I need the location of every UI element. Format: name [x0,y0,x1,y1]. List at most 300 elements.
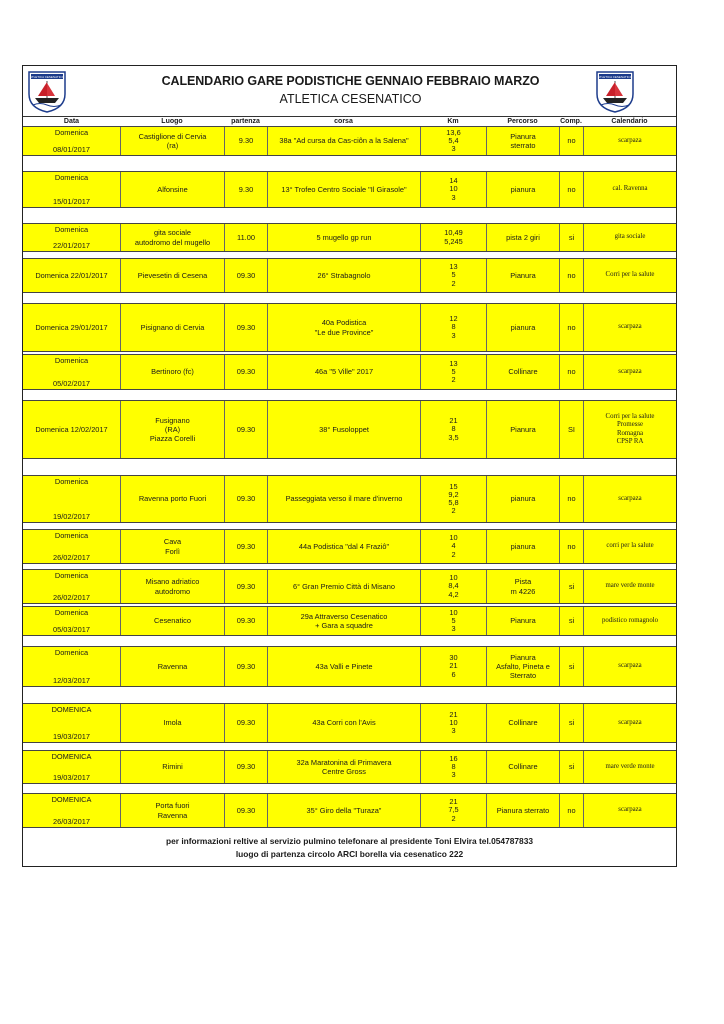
cell-data [23,355,120,389]
cell-line: Bertinoro (fc) [151,367,194,377]
cell-line: Domenica [54,571,89,580]
cell-line: Cava [163,537,182,547]
cell-corsa [267,530,420,563]
footer-info [23,835,676,861]
cell-line: 43a Valli e Pinete [315,661,373,671]
race-row [23,793,676,828]
cell-calendario [583,224,676,251]
cell-data [23,476,120,522]
cell-line: 14 [449,176,458,186]
cell-line: 3 [451,726,456,736]
cell-luogo [120,304,224,351]
cell-text: no [567,367,576,377]
cell-line: (ra) [166,141,179,150]
race-row [23,400,676,459]
cell-partenza [224,259,267,292]
cell-data [23,607,120,635]
cell-calendario [583,172,676,207]
cell-calendario [583,704,676,742]
race-row [23,475,676,523]
cell-line: Pianura sterrato [496,805,550,815]
cell-luogo [120,570,224,603]
cell-line: Corri per la salute [605,271,655,279]
cell-percorso [486,259,559,292]
cell-line: 3 [451,624,456,634]
cell-comp [559,224,583,251]
club-logo-right [594,68,636,114]
race-row [23,569,676,604]
cell-line: scarpaza [618,662,642,670]
cell-luogo [120,259,224,292]
page-subtitle: ATLETICA CESENATICO [279,92,422,106]
cell-comp [559,476,583,522]
cell-comp [559,172,583,207]
cell-line: scarpaza [618,136,642,144]
cell-line: 10,49 [444,228,463,238]
cell-line: 9,2 [448,489,459,499]
cell-line: Romagna [616,429,644,437]
cell-corsa [267,401,420,458]
cell-line: 8 [451,424,456,434]
cell-percorso [486,794,559,827]
cell-comp [559,647,583,686]
cell-partenza [224,127,267,155]
cell-line: Ravenna [157,810,188,820]
cell-line: Pisignano di Cervia [140,322,205,332]
cell-line: 19/02/2017 [53,511,90,521]
cell-line: 46a "5 Ville" 2017 [314,367,374,377]
cell-text: 09.30 [236,616,256,626]
cell-text: si [568,616,575,626]
cell-line: 5,8 [448,498,459,507]
cell-corsa [267,172,420,207]
cell-line: Pianura [510,652,536,662]
cell-comp [559,259,583,292]
cell-line: 21 [449,797,458,807]
cell-line: pianura [510,322,536,332]
cell-corsa [267,224,420,251]
cell-line: sterrato [510,141,536,150]
cell-comp [559,127,583,155]
cell-line: Porta fuori [155,801,190,811]
cell-partenza [224,704,267,742]
cell-text: si [568,581,575,591]
cell-line: DOMENICA [51,795,92,804]
cell-text: no [567,270,576,280]
cell-line: scarpaza [618,323,642,331]
cell-line: 7,5 [448,805,459,815]
column-header-data: Data [63,118,80,125]
cell-calendario [583,401,676,458]
race-row [23,606,676,636]
cell-calendario [583,259,676,292]
cell-line: 16 [449,753,458,763]
cell-luogo [120,607,224,635]
cell-comp [559,607,583,635]
cell-percorso [486,355,559,389]
cell-data [23,794,120,827]
cell-line: autodromo [154,586,191,596]
cell-luogo [120,224,224,251]
cell-partenza [224,476,267,522]
cell-text: 09.30 [236,581,256,591]
cell-line: 2 [451,813,456,823]
cell-data [23,304,120,351]
cell-partenza [224,304,267,351]
cell-line: Sterrato [509,671,537,681]
cell-line: 10 [449,184,458,194]
cell-line: DOMENICA [51,752,92,761]
cell-partenza [224,401,267,458]
cell-calendario [583,530,676,563]
cell-line: corri per la salute [606,542,654,550]
cell-line: 21 [449,661,458,671]
footer-line-2: luogo di partenza circolo ARCI borella via cesenatico 222 [235,849,464,859]
cell-line: 13 [449,262,458,272]
cell-luogo [120,751,224,783]
cell-line: 38a "Ad cursa da Cas-ciôn a la Salena" [279,136,409,146]
cell-line: 2 [451,375,456,385]
cell-line: Domenica 22/01/2017 [35,270,108,280]
cell-line: 15 [449,481,458,491]
race-row [23,703,676,743]
cell-km [420,704,486,742]
cell-line: Domenica [54,173,89,182]
cell-line: autodromo del mugello [134,237,211,247]
cell-line: 10 [449,717,458,727]
cell-line: scarpaza [618,806,642,814]
cell-km [420,224,486,251]
cell-calendario [583,570,676,603]
cell-corsa [267,127,420,155]
cell-line: 5,245 [444,236,463,246]
cell-text: 09.30 [236,805,256,815]
cell-partenza [224,607,267,635]
cell-calendario [583,476,676,522]
cell-line: 35° Giro della "Turaza" [306,805,382,815]
cell-line: 2 [451,506,456,516]
cell-luogo [120,401,224,458]
page-title: CALENDARIO GARE PODISTICHE GENNAIO FEBBRAIO MARZO [161,74,540,88]
cell-percorso [486,751,559,783]
cell-line: Ravenna porto Fuori [138,494,207,504]
cell-luogo [120,647,224,686]
cell-line: 26/02/2017 [53,592,90,602]
cell-comp [559,304,583,351]
cell-text: no [567,541,576,551]
cell-line: Domenica [54,356,89,365]
cell-line: Imola [163,718,182,728]
cell-km [420,355,486,389]
cell-text: SI [568,424,575,434]
cell-line: 05/02/2017 [53,378,90,388]
cell-km [420,172,486,207]
cell-km [420,570,486,603]
cell-text: 09.30 [236,541,256,551]
cell-text: no [567,805,576,815]
cell-line: 13° Trofeo Centro Sociale "Il Girasole" [281,184,407,194]
column-header-km: Km [447,118,459,125]
cell-line: Domenica 29/01/2017 [35,322,108,332]
cell-text: si [568,762,575,772]
cell-data [23,259,120,292]
club-logo-left [26,68,68,114]
cell-km [420,259,486,292]
cell-percorso [486,647,559,686]
cell-line: Pianura [510,424,536,434]
cell-line: Rimini [162,762,183,772]
cell-line: mare verde monte [605,582,655,590]
cell-line: Collinare [508,367,538,377]
cell-line: 10 [449,607,458,617]
cell-line: 21 [449,416,458,426]
cell-line: 6 [451,669,456,679]
cell-line: scarpaza [618,367,642,375]
cell-luogo [120,530,224,563]
cell-line: 15/01/2017 [53,196,90,206]
cell-corsa [267,751,420,783]
cell-line: Domenica 12/02/2017 [35,424,108,434]
cell-text: si [568,661,575,671]
cell-line: m 4226 [510,586,536,596]
cell-partenza [224,647,267,686]
cell-km [420,304,486,351]
cell-comp [559,570,583,603]
cell-partenza [224,751,267,783]
cell-line: 3 [451,192,456,202]
cell-line: podistico romagnolo [601,616,659,624]
cell-text: no [567,322,576,332]
cell-luogo [120,127,224,155]
cell-line: 26° Strabagnolo [317,270,371,280]
cell-calendario [583,647,676,686]
cell-line: Collinare [508,718,538,728]
cell-line: gita sociale [614,233,646,241]
cell-line: pista 2 giri [506,232,540,242]
cell-line: 40a Podistica [321,318,367,328]
cell-calendario [583,794,676,827]
cell-line: Collinare [508,762,538,772]
race-row [23,258,676,293]
cell-line: Misano adriatico [145,577,200,587]
cell-text: 11.00 [237,232,255,242]
cell-text: 9.30 [238,136,254,146]
cell-data [23,647,120,686]
cell-km [420,751,486,783]
cell-line: 13 [449,358,458,368]
cell-text: 09.30 [236,661,256,671]
cell-line: Domenica [54,225,89,234]
cell-line: Domenica [54,531,89,540]
cell-partenza [224,355,267,389]
cell-line: Domenica [54,477,89,486]
column-header-percorso: Percorso [507,118,538,125]
cell-line: (RA) [164,424,181,434]
cell-text: 09.30 [236,762,256,772]
cell-line: cal. Ravenna [612,185,648,193]
cell-line: 8 [451,322,456,332]
race-row [23,223,676,252]
cell-percorso [486,476,559,522]
cell-comp [559,355,583,389]
cell-line: pianura [510,184,536,194]
cell-line: 10 [449,573,458,583]
cell-calendario [583,751,676,783]
cell-partenza [224,224,267,251]
cell-partenza [224,794,267,827]
cell-corsa [267,304,420,351]
cell-line: 08/01/2017 [53,144,90,154]
cell-line: 2 [451,549,456,559]
cell-percorso [486,704,559,742]
cell-data [23,127,120,155]
cell-line: Castiglione di Cervia [138,131,207,141]
cell-calendario [583,355,676,389]
cell-km [420,647,486,686]
cell-text: si [568,232,575,242]
cell-data [23,401,120,458]
cell-line: Pista [514,577,532,587]
cell-line: 5 [451,270,456,280]
cell-km [420,607,486,635]
cell-km [420,476,486,522]
cell-line: 32a Maratonina di Primavera [296,757,392,767]
cell-line: Piazza Corelli [149,434,196,444]
cell-data [23,172,120,207]
cell-line: 3,5 [448,432,459,442]
race-row [23,750,676,784]
cell-comp [559,401,583,458]
calendar-sheet [22,65,677,867]
cell-line: Pianura [510,270,536,280]
cell-partenza [224,530,267,563]
cell-line: + Gara a squadre [315,621,373,630]
cell-line: 38° Fusoloppet [319,424,369,434]
cell-line: 10 [449,533,458,543]
cell-line: 19/03/2017 [53,731,90,741]
cell-data [23,751,120,783]
cell-partenza [224,570,267,603]
cell-corsa [267,570,420,603]
cell-comp [559,704,583,742]
cell-line: Asfalto, Pineta e [496,661,550,671]
cell-line: 13,6 [446,127,461,137]
cell-km [420,401,486,458]
cell-corsa [267,794,420,827]
cell-data [23,224,120,251]
cell-luogo [120,794,224,827]
column-header-comp: Comp. [560,118,582,125]
cell-partenza [224,172,267,207]
cell-line: Ravenna [157,661,188,671]
race-row [23,303,676,352]
cell-line: 8,4 [448,581,459,591]
cell-line: 22/01/2017 [53,240,90,250]
cell-corsa [267,704,420,742]
cell-line: 05/03/2017 [53,624,90,634]
cell-text: no [567,136,576,146]
cell-luogo [120,704,224,742]
cell-percorso [486,172,559,207]
cell-line: Alfonsine [157,184,188,194]
cell-line: Passeggiata verso il mare d'inverno [285,494,403,504]
cell-line: DOMENICA [51,705,92,714]
cell-text: 09.30 [236,322,256,332]
logo-left-text: ATLETICA CESENATICO [29,75,65,79]
cell-line: 12 [449,314,458,324]
cell-data [23,704,120,742]
cell-line: 3 [451,330,456,340]
cell-line: 3 [451,144,456,154]
cell-comp [559,794,583,827]
cell-text: 09.30 [236,270,256,280]
cell-line: Promesse [616,421,644,429]
cell-corsa [267,259,420,292]
column-header-calendario: Calendario [611,118,648,125]
cell-line: Pianura [510,616,536,626]
cell-line: 2 [451,278,456,288]
cell-corsa [267,355,420,389]
cell-line: Pianura [510,131,536,141]
cell-km [420,530,486,563]
cell-comp [559,751,583,783]
cell-text: 09.30 [236,424,256,434]
race-row [23,171,676,208]
race-row [23,646,676,687]
cell-km [420,794,486,827]
cell-calendario [583,304,676,351]
cell-line: gita sociale [154,228,191,238]
cell-calendario [583,607,676,635]
cell-text: no [567,494,576,504]
cell-line: 44a Podistica "dal 4 Fraziô" [298,541,390,551]
cell-line: pianura [510,494,536,504]
cell-percorso [486,607,559,635]
cell-line: 43a Corri con l'Avis [312,718,376,728]
cell-line: Fusignano [155,415,190,425]
cell-calendario [583,127,676,155]
cell-line: "Le due Province" [314,327,374,337]
cell-text: 09.30 [236,367,256,377]
cell-line: scarpaza [618,494,642,502]
cell-line: CPSP RA [616,437,644,445]
cell-line: 29a Attraverso Cesenatico [300,611,388,621]
cell-text: 09.30 [236,718,256,728]
cell-percorso [486,224,559,251]
cell-line: pianura [510,541,536,551]
cell-line: 26/02/2017 [53,552,90,562]
column-header-corsa: corsa [334,118,353,125]
cell-line: 26/03/2017 [53,816,90,826]
cell-corsa [267,607,420,635]
cell-luogo [120,476,224,522]
column-header-luogo: Luogo [161,118,183,125]
race-row [23,354,676,390]
cell-line: 5,4 [448,135,459,145]
cell-line: 30 [449,653,458,663]
cell-line: 12/03/2017 [53,675,90,685]
cell-corsa [267,647,420,686]
cell-line: 6° Gran Premio Città di Misano [293,581,395,591]
cell-line: scarpaza [618,718,642,726]
cell-line: Domenica [54,608,89,617]
cell-line: 4,2 [448,589,459,599]
cell-text: no [567,184,576,194]
cell-line: Pievesetin di Cesena [137,270,208,280]
cell-comp [559,530,583,563]
cell-line: 3 [451,770,456,780]
cell-percorso [486,530,559,563]
